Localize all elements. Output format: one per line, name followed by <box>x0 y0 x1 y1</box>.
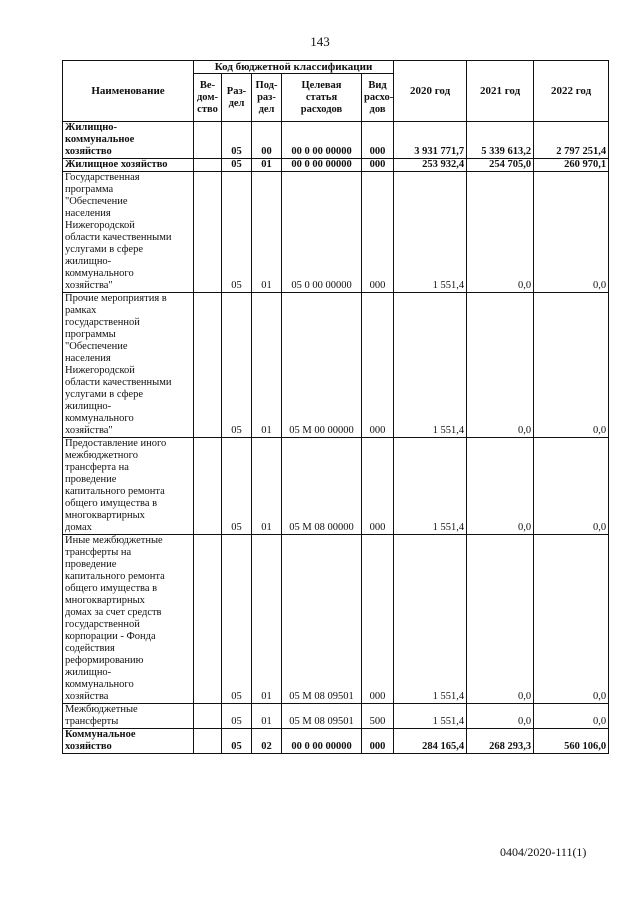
row-target: 00 0 00 00000 <box>282 729 362 754</box>
row-2020: 1 551,4 <box>394 438 467 535</box>
row-2021: 0,0 <box>467 438 534 535</box>
col-header-group: Код бюджетной классификации <box>194 61 394 74</box>
table-row <box>63 729 609 754</box>
row-razdel: 05 <box>222 159 252 172</box>
row-razdel: 05 <box>222 535 252 704</box>
row-2021: 254 705,0 <box>467 159 534 172</box>
row-target: 05 0 00 00000 <box>282 172 362 293</box>
page-number: 143 <box>310 34 330 49</box>
col-header-razdel: Раз- дел <box>222 74 252 122</box>
table-row <box>63 704 609 729</box>
row-2021: 268 293,3 <box>467 729 534 754</box>
row-vedomstvo <box>194 293 222 438</box>
row-vid: 000 <box>362 438 394 535</box>
row-target: 05 М 08 00000 <box>282 438 362 535</box>
row-name: Иные межбюджетные трансферты на проведение капитального ремонта общего имущества в многоквартирных домах за счет средств государственной корпорации - Фонда содействия реформированию жилищно- коммунального хозяйства <box>65 535 165 702</box>
row-vid: 000 <box>362 729 394 754</box>
row-2020: 1 551,4 <box>394 704 467 729</box>
row-2020: 1 551,4 <box>394 172 467 293</box>
row-2021: 0,0 <box>467 293 534 438</box>
row-vedomstvo <box>194 172 222 293</box>
table-row <box>63 438 609 535</box>
row-2020: 253 932,4 <box>394 159 467 172</box>
col-header-2020: 2020 год <box>394 61 467 122</box>
row-2020: 1 551,4 <box>394 535 467 704</box>
row-name: Жилищно- коммунальное хозяйство <box>65 122 135 157</box>
row-razdel: 05 <box>222 729 252 754</box>
row-vid: 500 <box>362 704 394 729</box>
col-header-vedomstvo: Ве- дом- ство <box>194 74 222 122</box>
col-header-2022: 2022 год <box>534 61 609 122</box>
row-2021: 0,0 <box>467 535 534 704</box>
row-name: Государственная программа "Обеспечение населения Нижегородской области качественными услугами в сфере жилищно- коммунального хозяйства" <box>65 172 172 291</box>
row-2022: 0,0 <box>534 172 609 293</box>
row-2021: 0,0 <box>467 704 534 729</box>
row-target: 05 М 00 00000 <box>282 293 362 438</box>
row-vid: 000 <box>362 535 394 704</box>
col-header-vid: Вид расхо- дов <box>362 74 394 122</box>
row-vid: 000 <box>362 293 394 438</box>
row-vedomstvo <box>194 704 222 729</box>
row-2020: 284 165,4 <box>394 729 467 754</box>
row-vid: 000 <box>362 159 394 172</box>
row-vid: 000 <box>362 122 394 159</box>
row-podrazdel: 01 <box>252 438 282 535</box>
table-row <box>63 122 609 159</box>
row-name: Прочие мероприятия в рамках государственной программы "Обеспечение населения Нижегородской области качественными услугами в сфере жилищно- коммунального хозяйства" <box>65 293 172 436</box>
row-name: Межбюджетные трансферты <box>65 704 138 727</box>
row-podrazdel: 01 <box>252 535 282 704</box>
table-row <box>63 293 609 438</box>
col-header-2021: 2021 год <box>467 61 534 122</box>
row-2022: 0,0 <box>534 293 609 438</box>
row-name: Коммунальное хозяйство <box>65 729 136 752</box>
row-vedomstvo <box>194 535 222 704</box>
row-name: Предоставление иного межбюджетного трансферта на проведение капитального ремонта общего имущества в многоквартирных домах <box>65 438 167 533</box>
row-razdel: 05 <box>222 172 252 293</box>
row-target: 00 0 00 00000 <box>282 122 362 159</box>
col-header-podrazdel: Под- раз- дел <box>252 74 282 122</box>
row-vedomstvo <box>194 438 222 535</box>
row-podrazdel: 02 <box>252 729 282 754</box>
row-podrazdel: 01 <box>252 704 282 729</box>
row-2022: 0,0 <box>534 535 609 704</box>
row-2022: 0,0 <box>534 704 609 729</box>
row-podrazdel: 01 <box>252 172 282 293</box>
row-target: 05 М 08 09501 <box>282 535 362 704</box>
row-2022: 560 106,0 <box>534 729 609 754</box>
row-razdel: 05 <box>222 122 252 159</box>
row-vedomstvo <box>194 159 222 172</box>
col-header-target: Целевая статья расходов <box>282 74 362 122</box>
row-vedomstvo <box>194 122 222 159</box>
row-razdel: 05 <box>222 704 252 729</box>
row-razdel: 05 <box>222 438 252 535</box>
row-podrazdel: 00 <box>252 122 282 159</box>
row-target: 00 0 00 00000 <box>282 159 362 172</box>
row-podrazdel: 01 <box>252 159 282 172</box>
row-razdel: 05 <box>222 293 252 438</box>
budget-table <box>62 60 609 754</box>
row-vedomstvo <box>194 729 222 754</box>
table-row <box>63 159 609 172</box>
row-2022: 0,0 <box>534 438 609 535</box>
table-row <box>63 535 609 704</box>
row-vid: 000 <box>362 172 394 293</box>
row-name: Жилищное хозяйство <box>65 159 168 170</box>
row-2022: 260 970,1 <box>534 159 609 172</box>
table-row <box>63 172 609 293</box>
row-2021: 0,0 <box>467 172 534 293</box>
row-target: 05 М 08 09501 <box>282 704 362 729</box>
col-header-name: Наименование <box>63 61 194 122</box>
row-podrazdel: 01 <box>252 293 282 438</box>
row-2022: 2 797 251,4 <box>534 122 609 159</box>
row-2020: 3 931 771,7 <box>394 122 467 159</box>
document-code: 0404/2020-111(1) <box>500 845 587 859</box>
row-2020: 1 551,4 <box>394 293 467 438</box>
row-2021: 5 339 613,2 <box>467 122 534 159</box>
